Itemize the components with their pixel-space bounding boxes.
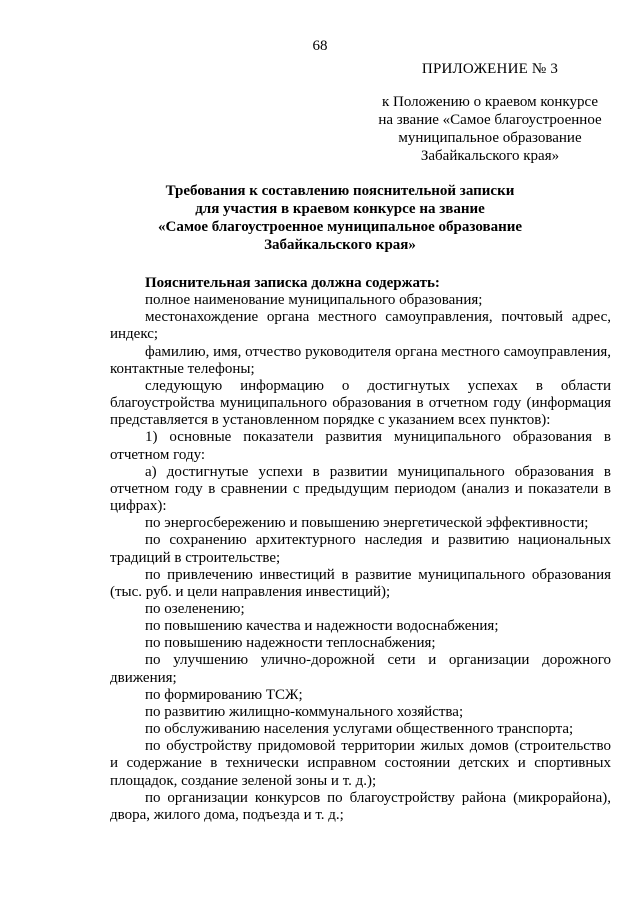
paragraph: по озеленению; xyxy=(145,600,245,617)
paragraph: по обустройству придомовой территории жилых домов (строительство и содержание в технически исправном состоянии детских и спортивных площадок, создание зеленой зоны и т. д.); xyxy=(110,738,611,789)
page-number: 68 xyxy=(312,38,328,54)
appendix-line: к Положению о краевом конкурсе xyxy=(381,94,599,110)
paragraph: по повышению надежности теплоснабжения; xyxy=(145,635,436,652)
paragraph: следующую информацию о достигнутых успехах в области благоустройства муниципального образования в отчетном году (информация представляется в установленном порядке с указанием всех пунктов): xyxy=(110,377,611,429)
paragraph: полное наименование муниципального образования; xyxy=(145,292,483,309)
document-title xyxy=(120,182,560,254)
paragraph: фамилию, имя, отчество руководителя органа местного самоуправления, контактные телефоны; xyxy=(110,343,611,377)
title-line: Забайкальского края» xyxy=(264,237,416,253)
paragraph: по формированию ТСЖ; xyxy=(145,686,303,703)
lead-heading: Пояснительная записка должна содержать: xyxy=(145,275,440,291)
title-line: Требования к составлению пояснительной записки xyxy=(165,183,515,199)
paragraph: по развитию жилищно-коммунального хозяйства; xyxy=(145,703,464,720)
paragraph: а) достигнутые успехи в развитии муниципального образования в отчетном году в сравнении с предыдущим периодом (анализ и показатели в цифрах): xyxy=(110,463,611,515)
paragraph: по улучшению улично-дорожной сети и организации дорожного движения; xyxy=(110,652,611,686)
appendix-line: муниципальное образование xyxy=(398,130,582,146)
document-body xyxy=(110,275,611,824)
paragraph: по повышению качества и надежности водоснабжения; xyxy=(145,618,499,635)
appendix-line: на звание «Самое благоустроенное xyxy=(378,112,602,128)
paragraph: по сохранению архитектурного наследия и развитию национальных традиций в строительстве; xyxy=(110,532,611,566)
paragraph: по организации конкурсов по благоустройству района (микрорайона), двора, жилого дома, подъезда и т. д.; xyxy=(110,789,611,823)
paragraph: по обслуживанию населения услугами общественного транспорта; xyxy=(145,721,574,738)
paragraph: местонахождение органа местного самоуправления, почтовый адрес, индекс; xyxy=(110,309,611,343)
paragraph: 1) основные показатели развития муниципального образования в отчетном году: xyxy=(110,429,611,463)
appendix-line: Забайкальского края» xyxy=(420,148,560,164)
paragraph: по энергосбережению и повышению энергетической эффективности; xyxy=(145,515,589,532)
title-line: для участия в краевом конкурсе на звание xyxy=(195,201,485,217)
paragraph: по привлечению инвестиций в развитие муниципального образования (тыс. руб. и цели направления инвестиций); xyxy=(110,566,611,600)
appendix-header xyxy=(360,60,620,165)
appendix-title: ПРИЛОЖЕНИЕ № 3 xyxy=(421,61,559,77)
title-line: «Самое благоустроенное муниципальное образование xyxy=(157,219,523,235)
